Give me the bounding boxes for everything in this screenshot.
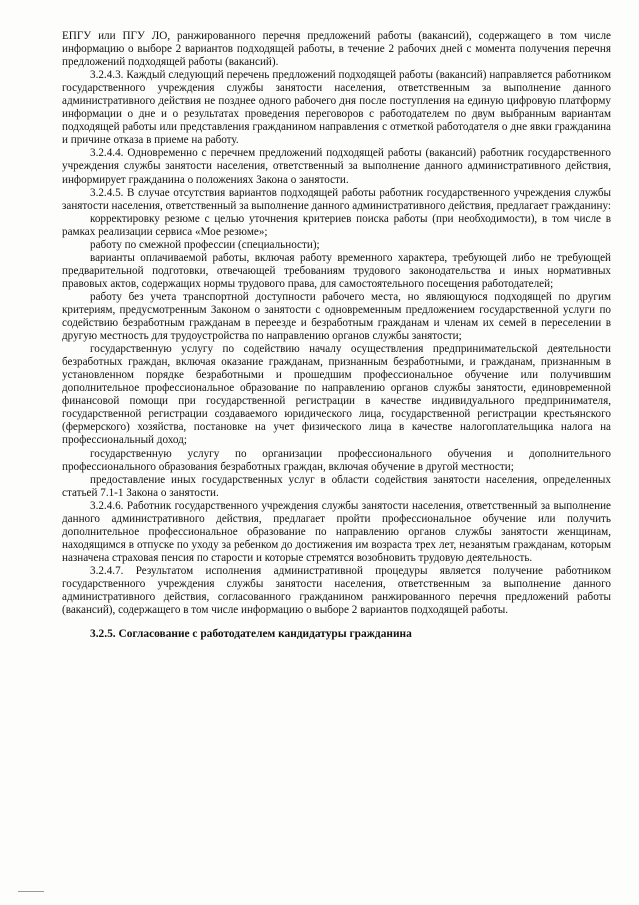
section-heading: 3.2.5. Согласование с работодателем кандидатуры гражданина [90, 628, 412, 641]
scan-artifact-line [18, 891, 44, 892]
paragraph: ЕПГУ или ПГУ ЛО, ранжированного перечня предложений работы (вакансий), содержащего в том числе информацию о выборе 2 вариантов подходящей работы, в течение 2 рабочих дней с момента получения перечня предложений подходящей работы (вакансий). [62, 30, 611, 69]
paragraph: 3.2.4.3. Каждый следующий перечень предложений подходящей работы (вакансий) направляется работником государственного учреждения службы занятости населения, ответственным за выполнение данного административного действия не позднее одного рабочего дня после поступления на единую цифровую платформу информации о дне и о результатах проведения переговоров с работодателем по двум выбранным вариантам подходящей работы или представления гражданином направления с отметкой работодателя о дне явки гражданина и причине отказа в приеме на работу. [62, 69, 611, 147]
paragraph: 3.2.4.6. Работник государственного учреждения службы занятости населения, ответственный за выполнение данного административного действия, предлагает пройти профессиональное обучение или получить дополнительное профессиональное образование по направлению органов службы занятости женщинам, находящимся в отпуске по уходу за ребенком до достижения им возраста трех лет, незанятым гражданам, которым назначена страховая пенсия по старости и которые стремятся возобновить трудовую деятельность. [62, 499, 611, 564]
paragraph: 3.2.4.4. Одновременно с перечнем предложений подходящей работы (вакансий) работник государственного учреждения службы занятости населения, ответственный за выполнение данного административного действия, информирует гражданина о положениях Закона о занятости. [62, 147, 611, 186]
paragraph: 3.2.4.7. Результатом исполнения административной процедуры является получение работником государственного учреждения службы занятости населения, ответственным за выполнение данного административного действия, согласованного гражданином ранжированного перечня предложений работы (вакансий), содержащего в том числе информацию о выборе 2 вариантов подходящей работы. [62, 564, 611, 617]
paragraph: 3.2.4.5. В случае отсутствия вариантов подходящей работы работник государственного учреждения службы занятости населения, ответственный за выполнение данного административного действия, предлагает гражданину: [62, 186, 612, 212]
paragraph: работу без учета транспортной доступности рабочего места, но являющуюся подходящей по другим критериям, предусмотренным Законом о занятости с одновременным предложением государственной услуги по содействию безработным гражданам в переезде и безработным гражданам и членам их семей в переселении в другую местность для трудоустройства по направлению органов службы занятости; [62, 290, 611, 343]
paragraph: государственную услугу по содействию началу осуществления предпринимательской деятельности безработных граждан, включая оказание гражданам, признанным безработными, и гражданам, признанным в установленном порядке безработными и прошедшим профессиональное обучение или получившим дополнительное профессиональное образование по направлению органов службы занятости, единовременной финансовой помощи при государственной регистрации в качестве индивидуального предпринимателя, государственной регистрации создаваемого юридического лица, государственной регистрации крестьянского (фермерского) хозяйства, постановке на учет физического лица в качестве налогоплательщика налога на профессиональный доход; [62, 343, 611, 447]
paragraph: работу по смежной профессии (специальности); [90, 238, 320, 251]
paragraph: государственную услугу по организации профессионального обучения и дополнительного профессионального образования безработных граждан, включая обучение в другой местности; [62, 447, 611, 473]
paragraph: предоставление иных государственных услуг в области содействия занятости населения, определенных статьей 7.1-1 Закона о занятости. [62, 473, 611, 499]
paragraph: варианты оплачиваемой работы, включая работу временного характера, требующей либо не требующей предварительной подготовки, отвечающей требованиям трудового законодательства и иных нормативных правовых актов, содержащих нормы трудового права, для самостоятельного посещения работодателей; [62, 251, 611, 290]
paragraph: корректировку резюме с целью уточнения критериев поиска работы (при необходимости), в том числе в рамках реализации сервиса «Мое резюме»; [62, 212, 611, 238]
document-body [62, 30, 611, 617]
